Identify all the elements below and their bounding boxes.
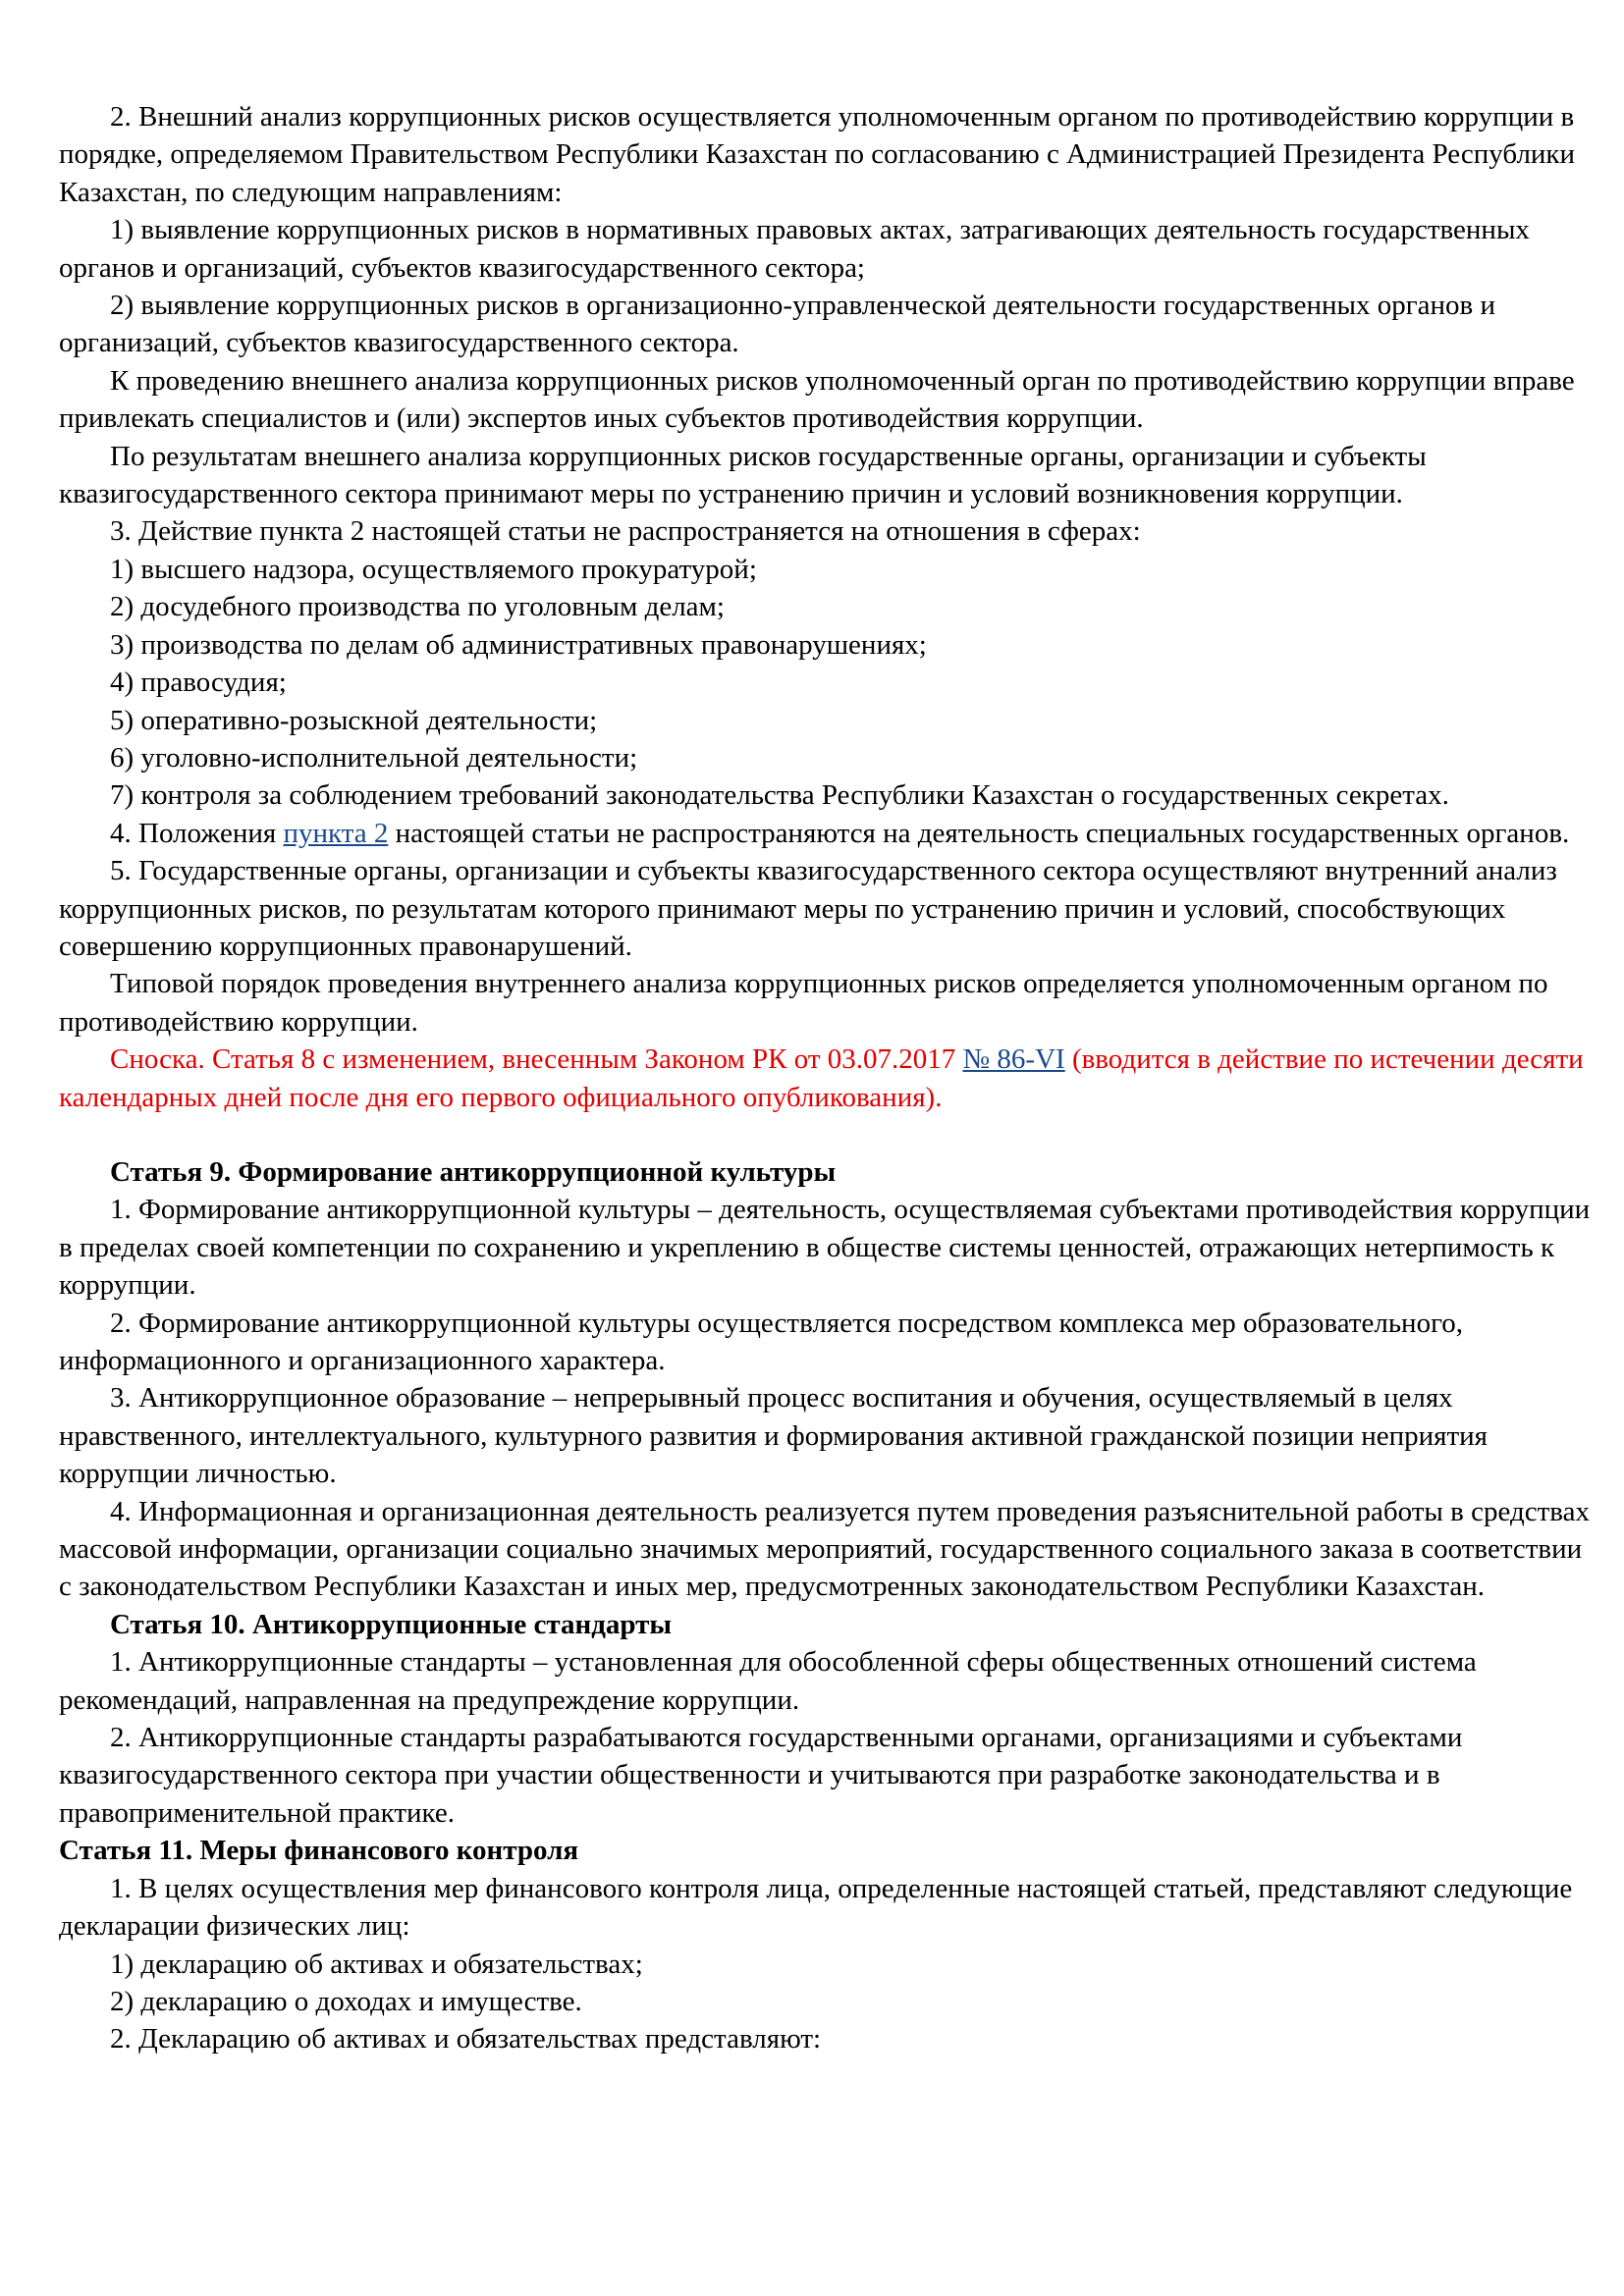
art8-paragraph-2-item-1: 1) выявление коррупционных рисков в нормативных правовых актах, затрагивающих деятельность государственных органов и организаций, субъектов квазигосударственного сектора; xyxy=(59,214,1530,284)
art8-paragraph-2-item-2: 2) выявление коррупционных рисков в организационно-управленческой деятельности государственных органов и организаций, субъектов квазигосударственного сектора. xyxy=(59,290,1495,359)
art8-paragraph-3-item: 5) оперативно-розыскной деятельности; xyxy=(110,704,598,736)
art9-paragraph-1: 1. Формирование антикоррупционной культуры – деятельность, осуществляемая субъектами противодействия коррупции в пределах своей компетенции по сохранению и укреплению в обществе системы ценностей, отражающих нетерпимость к коррупции. xyxy=(59,1194,1591,1302)
art8-paragraph-5: 5. Государственные органы, организации и субъекты квазигосударственного сектора осуществляют внутренний анализ коррупционных рисков, по результатам которого принимают меры по устранению причин и условий, способствующих совершению коррупционных правонарушений. xyxy=(59,855,1557,962)
art11-paragraph-1: 1. В целях осуществления мер финансового контроля лица, определенные настоящей статьей, представляют следующие декларации физических лиц: xyxy=(59,1872,1573,1943)
art8-paragraph-4-text-post: настоящей статьи не распространяются на деятельность специальных государственных органов. xyxy=(388,817,1570,849)
law-86-vi-link[interactable]: № 86-VI xyxy=(962,1043,1065,1076)
art8-paragraph-3-item: 4) правосудия; xyxy=(110,667,287,699)
art11-paragraph-1-item: 1) декларацию об активах и обязательствах; xyxy=(110,1948,643,1980)
document-page xyxy=(59,98,1591,2058)
art8-paragraph-results: По результатам внешнего анализа коррупционных рисков государственные органы, организации и субъекты квазигосударственного сектора принимают меры по устранению причин и условий возникновения коррупции. xyxy=(59,440,1427,510)
art8-paragraph-3-item: 3) производства по делам об административных правонарушениях; xyxy=(110,628,927,661)
art11-title: Статья 11. Меры финансового контроля xyxy=(59,1835,579,1867)
art8-paragraph-3-item: 2) досудебного производства по уголовным делам; xyxy=(110,591,725,623)
art8-paragraph-2: 2. Внешний анализ коррупционных рисков осуществляется уполномоченным органом по противодействию коррупции в порядке, определяемом Правительством Республики Казахстан по согласованию с Администрацией Президента Республики Казахстан, по следующим направлениям: xyxy=(59,101,1576,208)
art9-paragraph-3: 3. Антикоррупционное образование – непрерывный процесс воспитания и обучения, осуществляемый в целях нравственного, интеллектуального, культурного развития и формирования активной гражданской позиции неприятия коррупции личностью. xyxy=(59,1382,1489,1490)
art8-paragraph-typical-order: Типовой порядок проведения внутреннего анализа коррупционных рисков определяется уполномоченным органом по противодействию коррупции. xyxy=(59,968,1548,1038)
art11-paragraph-2: 2. Декларацию об активах и обязательствах представляют: xyxy=(110,2023,822,2056)
art8-paragraph-3: 3. Действие пункта 2 настоящей статьи не распространяется на отношения в сферах: xyxy=(110,515,1141,548)
art8-footnote xyxy=(59,1041,1591,1116)
art8-paragraph-3-item: 6) уголовно-исполнительной деятельности; xyxy=(110,741,638,774)
art9-paragraph-4: 4. Информационная и организационная деятельность реализуется путем проведения разъяснительной работы в средствах массовой информации, организации социально значимых мероприятий, государственного социального заказа в соответствии с законодательством Республики Казахстан и иных мер, предусмотренных законодательством Республики Казахстан. xyxy=(59,1495,1590,1603)
spacer xyxy=(59,1116,1591,1153)
art8-paragraph-3-item: 1) высшего надзора, осуществляемого прокуратурой; xyxy=(110,553,757,585)
art8-paragraph-experts: К проведению внешнего анализа коррупционных рисков уполномоченный орган по противодействию коррупции вправе привлекать специалистов и (или) экспертов иных субъектов противодействия коррупции. xyxy=(59,364,1575,435)
footnote-text-post: (вводится в действие по истечении десяти календарных дней после дня его первого официального опубликования). xyxy=(59,1043,1584,1113)
art11-paragraph-1-item: 2) декларацию о доходах и имуществе. xyxy=(110,1985,582,2017)
art9-paragraph-2: 2. Формирование антикоррупционной культуры осуществляется посредством комплекса мер образовательного, информационного и организационного характера. xyxy=(59,1307,1463,1376)
footnote-text-pre: Сноска. Статья 8 с изменением, внесенным Законом РК от 03.07.2017 xyxy=(110,1043,963,1076)
art8-paragraph-4-text-pre: 4. Положения xyxy=(110,817,284,849)
art10-paragraph-1: 1. Антикоррупционные стандарты – установленная для обособленной сферы общественных отношений система рекомендаций, направленная на предупреждение коррупции. xyxy=(59,1646,1477,1716)
art10-title: Статья 10. Антикоррупционные стандарты xyxy=(110,1608,673,1640)
art8-paragraph-4 xyxy=(59,815,1591,852)
paragraph-2-link[interactable]: пункта 2 xyxy=(283,817,389,849)
art9-title: Статья 9. Формирование антикоррупционной культуры xyxy=(110,1155,837,1188)
art8-paragraph-3-item: 7) контроля за соблюдением требований законодательства Республики Казахстан о государственных секретах. xyxy=(110,779,1449,812)
art10-paragraph-2: 2. Антикоррупционные стандарты разрабатываются государственными органами, организациями и субъектами квазигосударственного сектора при участии общественности и учитываются при разработке законодательства и в правоприменительной практике. xyxy=(59,1722,1463,1829)
